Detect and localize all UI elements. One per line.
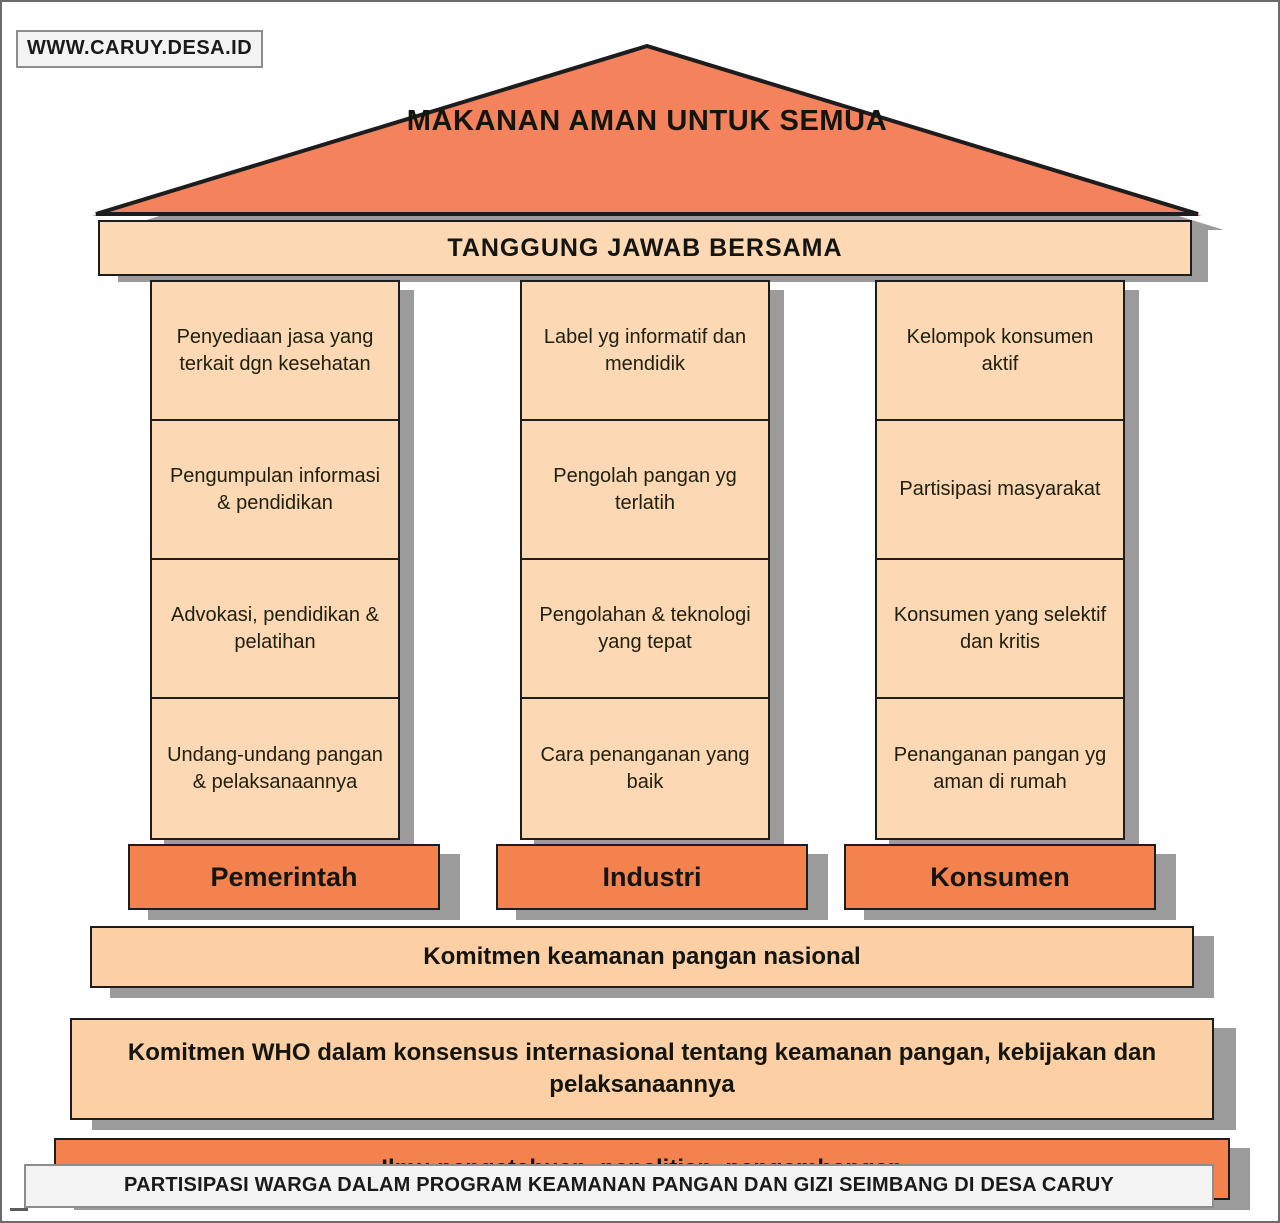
column-block: Label yg informatif dan mendidik <box>522 282 768 421</box>
step-komitmen-nasional: Komitmen keamanan pangan nasional <box>90 926 1194 988</box>
column-block: Pengolahan & teknologi yang tepat <box>522 560 768 699</box>
architrave-label: TANGGUNG JAWAB BERSAMA <box>98 220 1192 276</box>
corner-tick-mark <box>10 1208 28 1211</box>
plinth-industri: Industri <box>496 844 808 910</box>
column-blocks <box>875 280 1125 840</box>
column-blocks <box>520 280 770 840</box>
column-block: Pengolah pangan yg terlatih <box>522 421 768 560</box>
column-pemerintah <box>150 280 400 840</box>
column-block: Penyediaan jasa yang terkait dgn kesehatan <box>152 282 398 421</box>
column-block: Advokasi, pendidikan & pelatihan <box>152 560 398 699</box>
step-komitmen-who: Komitmen WHO dalam konsensus internasional tentang keamanan pangan, kebijakan dan pelaksanaannya <box>70 1018 1214 1120</box>
column-block: Undang-undang pangan & pelaksanaannya <box>167 744 383 793</box>
plinth-konsumen: Konsumen <box>844 844 1156 910</box>
column-block: Konsumen yang selektif dan kritis <box>877 560 1123 699</box>
column-block: Partisipasi masyarakat <box>877 421 1123 560</box>
column-block: Pengumpulan informasi & pendidikan <box>152 421 398 560</box>
roof-title: MAKANAN AMAN UNTUK SEMUA <box>406 105 888 137</box>
site-watermark: WWW.CARUY.DESA.ID <box>16 30 263 68</box>
columns-group <box>2 280 1280 840</box>
column-blocks <box>150 280 400 840</box>
column-konsumen <box>875 280 1125 840</box>
column-block: Cara penanganan yang baik <box>540 744 750 793</box>
plinth-pemerintah: Pemerintah <box>128 844 440 910</box>
column-block: Penanganan pangan yg aman di rumah <box>893 744 1107 793</box>
column-industri <box>520 280 770 840</box>
roof-group <box>92 44 1202 216</box>
column-block: Kelompok konsumen aktif <box>877 282 1123 421</box>
caption-banner: PARTISIPASI WARGA DALAM PROGRAM KEAMANAN PANGAN DAN GIZI SEIMBANG DI DESA CARUY <box>24 1164 1214 1208</box>
